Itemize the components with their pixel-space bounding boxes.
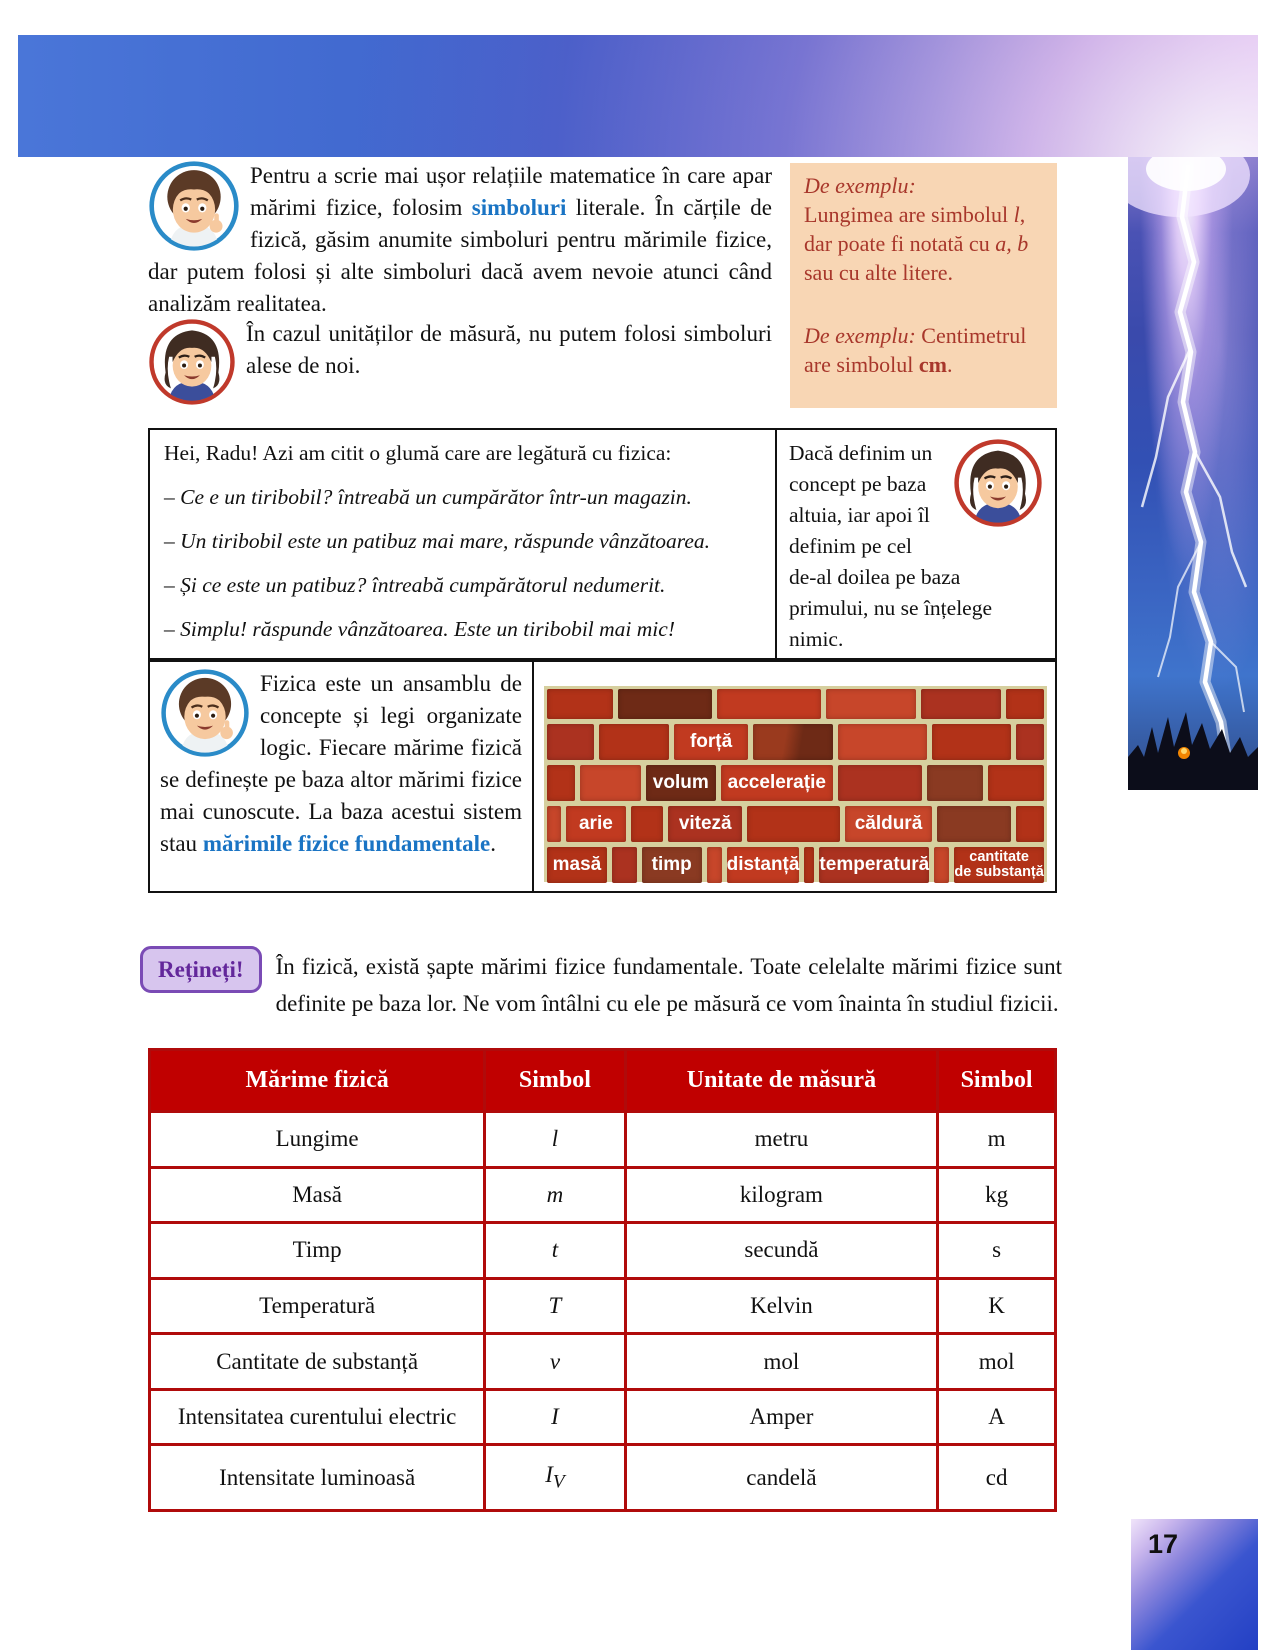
- brick: [921, 689, 1001, 719]
- brick-label: căldură: [854, 813, 923, 834]
- cell-symbol: t: [551, 1237, 559, 1263]
- physics-definition-text: [150, 662, 534, 891]
- cell-quantity: Masă: [150, 1167, 485, 1223]
- joke-line: – Ce e un tiribobil? întreabă un cumpărător într-un magazin.: [164, 485, 692, 509]
- table-row: [150, 1389, 1056, 1445]
- example-2-symbol-cm: cm: [918, 352, 947, 377]
- brick: [618, 689, 712, 719]
- physics-text-post: .: [490, 831, 496, 856]
- brick: [717, 689, 821, 719]
- physics-text-pre: Fizica este un ansamblu de concepte și legi organizate logic. Fiecare mărime fizică se definește pe baza altor mărimi fizice mai cunoscute. La baza acestui sistem stau: [160, 671, 522, 856]
- brick: [547, 806, 561, 842]
- brick: [826, 689, 916, 719]
- cell-unit: Amper: [625, 1389, 938, 1445]
- brick-label: masă: [552, 854, 602, 875]
- brick: [804, 847, 814, 883]
- joke-intro: Hei, Radu! Azi am citit o glumă care are legătură cu fizica:: [164, 441, 672, 465]
- table-row: [150, 1167, 1056, 1223]
- cell-symbol: I: [551, 1404, 559, 1430]
- brick: [932, 724, 1011, 760]
- table-row: [150, 1112, 1056, 1168]
- example-1-label: De exemplu:: [804, 173, 916, 198]
- brick: [838, 765, 922, 801]
- brick: [1016, 724, 1044, 760]
- joke-box: [148, 428, 1057, 660]
- cell-symbol: l: [551, 1126, 559, 1152]
- para1-highlight: simboluri: [471, 195, 567, 220]
- definition-aside-cell: [777, 430, 1055, 658]
- joke-line: – Un tiribobil este un patibuz mai mare, răspunde vânzătoarea.: [164, 529, 711, 553]
- brick: [927, 765, 983, 801]
- brick-volum: [646, 765, 716, 801]
- example-box: [790, 163, 1057, 408]
- cell-unit-symbol: kg: [938, 1167, 1056, 1223]
- cell-unit: mol: [625, 1334, 938, 1390]
- cell-unit: secundă: [625, 1223, 938, 1279]
- brick: [747, 806, 839, 842]
- cell-quantity: Timp: [150, 1223, 485, 1279]
- cell-symbol: I: [545, 1461, 553, 1487]
- example-2: [804, 321, 1043, 379]
- brick: [838, 724, 927, 760]
- brick-forta: [674, 724, 749, 760]
- header-unit: Unitate de măsură: [625, 1050, 938, 1112]
- cell-quantity: Intensitatea curentului electric: [150, 1389, 485, 1445]
- example-1-text: Lungimea are simbolul: [804, 202, 1014, 227]
- brick-label: volum: [652, 772, 709, 793]
- joke-line: – Simplu! răspunde vânzătoarea. Este un tiribobil mai mic!: [164, 617, 675, 641]
- brick-arie: [566, 806, 626, 842]
- brick-acceleratie: [721, 765, 833, 801]
- girl-avatar-icon: [148, 318, 236, 406]
- table-row: [150, 1223, 1056, 1279]
- intro-paragraph-units: [148, 318, 772, 410]
- boy-avatar-icon: [160, 668, 250, 758]
- example-2-label: De exemplu:: [804, 323, 916, 348]
- joke-text-cell: [150, 430, 777, 658]
- physics-definition-box: [148, 660, 1057, 893]
- brick: [547, 724, 594, 760]
- cell-quantity: Intensitate luminoasă: [150, 1445, 485, 1511]
- example-1-symbol-l: l: [1013, 202, 1020, 227]
- brick: [599, 724, 669, 760]
- cell-symbol: ν: [549, 1348, 561, 1374]
- cell-unit-symbol: K: [938, 1278, 1056, 1334]
- page-number: 17: [1148, 1529, 1179, 1559]
- remember-paragraph: [140, 948, 1062, 1022]
- cell-unit-symbol: A: [938, 1389, 1056, 1445]
- brick-wall-image: [534, 662, 1055, 891]
- brick: [547, 765, 575, 801]
- para2-text: În cazul unităților de măsură, nu putem folosi simboluri alese de noi.: [246, 321, 772, 378]
- brick: [937, 806, 1011, 842]
- brick-label: cantitate: [969, 849, 1029, 865]
- remember-text: În fizică, există șapte mărimi fizice fundamentale. Toate celelalte mărimi fizice sunt definite pe baza lor. Ne vom întâlni cu ele pe măsură ce vom înainta în studiul fizicii.: [275, 954, 1062, 1016]
- lightning-photo: [1128, 157, 1258, 790]
- physics-highlight: mărimile fizice fundamentale: [202, 831, 491, 856]
- header-symbol: Simbol: [485, 1050, 625, 1112]
- brick-label: distanță: [726, 854, 800, 875]
- para1-text-pre: Pentru a scrie mai ușor relațiile matematice în care apar mărimi fizice, folosim: [250, 163, 772, 220]
- brick-label: timp: [651, 854, 692, 875]
- table-row: [150, 1278, 1056, 1334]
- brick-distanta: [727, 847, 800, 883]
- cell-unit: Kelvin: [625, 1278, 938, 1334]
- example-2-text: Centimetrul are simbolul: [804, 323, 1027, 377]
- header-quantity: Mărime fizică: [150, 1050, 485, 1112]
- para1-text-post: literale. În cărțile de fizică, găsim anumite simboluri pentru mărimile fizice, dar putem folosi și alte simboluri dacă avem nevoie atunci când analizăm realitatea.: [148, 195, 772, 316]
- remember-badge: Rețineți!: [140, 946, 262, 993]
- cell-quantity: Cantitate de substanță: [150, 1334, 485, 1390]
- brick: [580, 765, 641, 801]
- boy-avatar-icon: [148, 160, 240, 252]
- lightning-bolt-graphic: [1128, 157, 1258, 790]
- brick-label: accelerație: [727, 772, 826, 793]
- cell-unit: candelă: [625, 1445, 938, 1511]
- joke-line: – Și ce este un patibuz? întreabă cumpărătorul nedumerit.: [164, 573, 666, 597]
- brick-caldura: [845, 806, 933, 842]
- example-1-text3: sau cu alte litere.: [804, 260, 954, 285]
- brick-temperatura: [819, 847, 929, 883]
- example-1-text2: , dar poate fi notată cu: [804, 202, 1026, 256]
- brick: [1016, 806, 1044, 842]
- brick-label: de substanță: [954, 864, 1044, 880]
- brick: [612, 847, 637, 883]
- brick-label: forță: [689, 731, 733, 752]
- brick: [753, 724, 832, 760]
- cell-unit-symbol: cd: [938, 1445, 1056, 1511]
- cell-symbol: T: [548, 1292, 562, 1318]
- girl-avatar-icon: [953, 438, 1043, 528]
- cell-symbol-subscript: V: [552, 1471, 565, 1493]
- brick: [1006, 689, 1044, 719]
- brick-masa: [547, 847, 607, 883]
- cell-unit-symbol: m: [938, 1112, 1056, 1168]
- brick: [988, 765, 1044, 801]
- fundamental-quantities-table: [148, 1048, 1057, 1512]
- brick-cantitate: [954, 847, 1044, 883]
- example-1: [804, 171, 1043, 287]
- brick-label: arie: [578, 813, 613, 834]
- brick: [934, 847, 949, 883]
- table-header-row: [150, 1050, 1056, 1112]
- cell-unit-symbol: s: [938, 1223, 1056, 1279]
- brick-label: temperatură: [819, 854, 930, 875]
- brick-timp: [642, 847, 702, 883]
- header-unit-symbol: Simbol: [938, 1050, 1056, 1112]
- cell-quantity: Lungime: [150, 1112, 485, 1168]
- brick: [547, 689, 613, 719]
- page-number-box: [1131, 1519, 1258, 1650]
- brick-label: viteză: [678, 813, 732, 834]
- definition-aside-text: Dacă definim un concept pe baza altuia, iar apoi îl definim pe cel de-al doilea pe baza primului, nu se înțelege nimic.: [789, 441, 993, 651]
- brick: [631, 806, 663, 842]
- example-1-symbol-ab: a, b: [995, 231, 1029, 256]
- brick: [707, 847, 722, 883]
- example-2-text2: .: [946, 352, 953, 377]
- brick-viteza: [668, 806, 742, 842]
- cell-symbol: m: [546, 1181, 564, 1207]
- intro-paragraph-symbols: [148, 160, 772, 320]
- cell-unit: metru: [625, 1112, 938, 1168]
- table-row: [150, 1334, 1056, 1390]
- cell-quantity: Temperatură: [150, 1278, 485, 1334]
- table-row: [150, 1445, 1056, 1511]
- header-banner-image: [18, 35, 1258, 157]
- cell-unit: kilogram: [625, 1167, 938, 1223]
- cell-unit-symbol: mol: [938, 1334, 1056, 1390]
